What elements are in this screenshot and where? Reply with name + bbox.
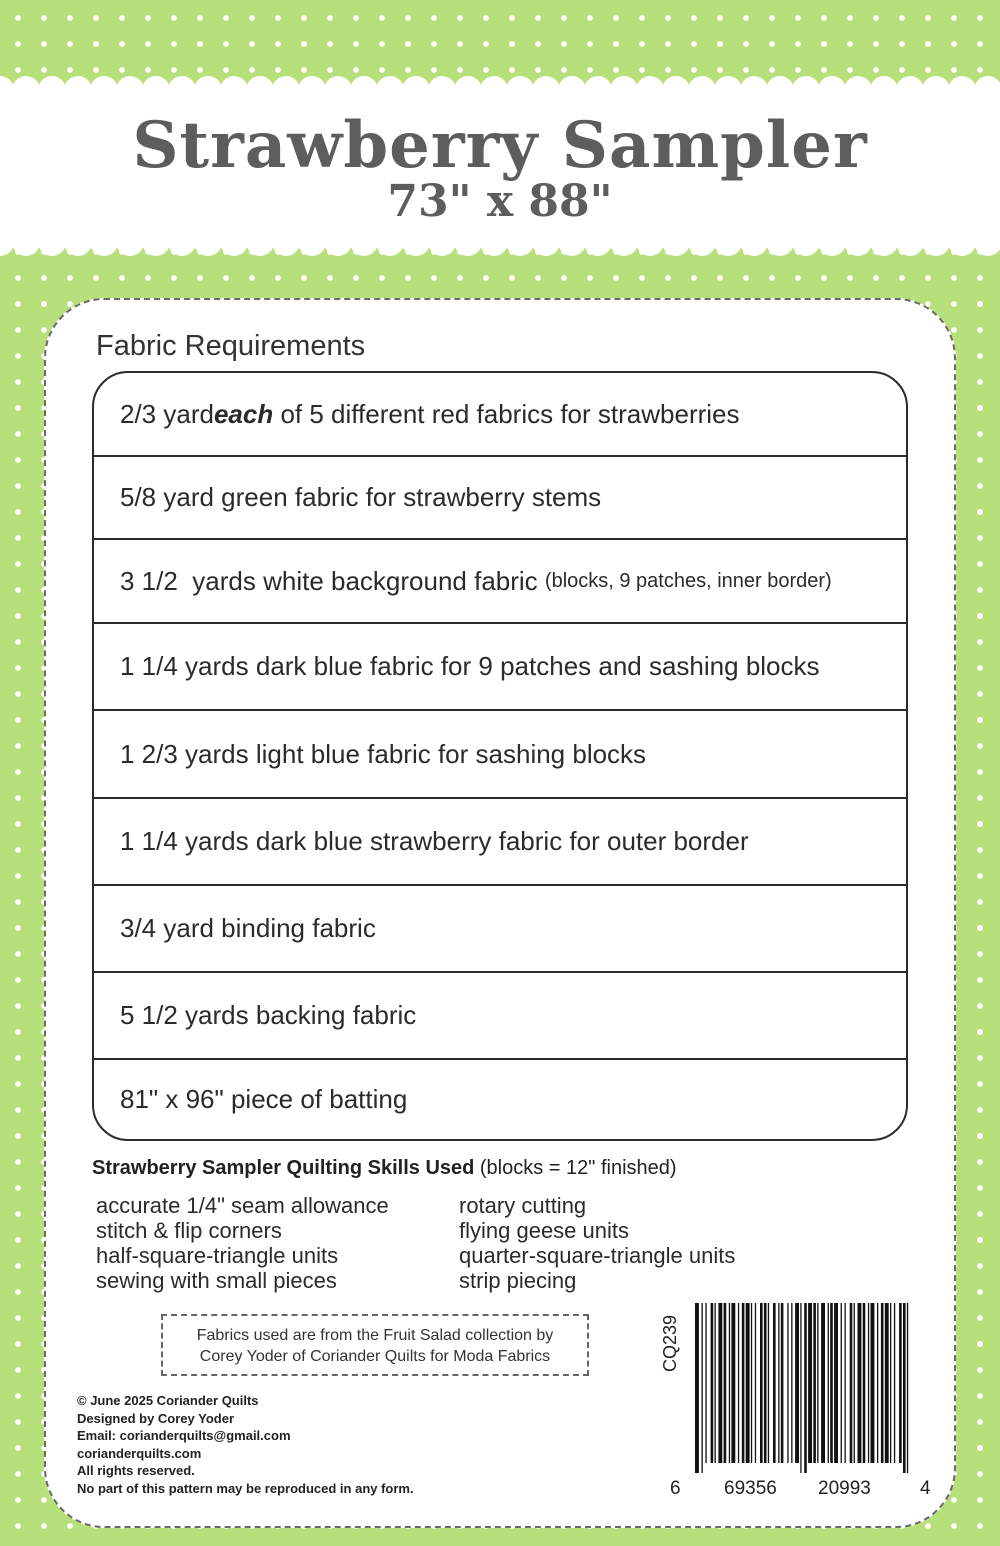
- fabric-row: [94, 886, 906, 973]
- barcode-bar: [760, 1303, 763, 1463]
- fabric-row-text-end: of 5 different red fabrics for strawberries: [273, 398, 740, 429]
- fabric-row-text: 5/8 yard green fabric for strawberry stems: [120, 482, 602, 512]
- barcode-bar: [817, 1303, 818, 1463]
- footer-line: No part of this pattern may be reproduced in any form.: [77, 1480, 414, 1496]
- skill-item: stitch & flip corners: [96, 1218, 282, 1243]
- scallop-edge-bottom: [0, 230, 1000, 270]
- skill-item: sewing with small pieces: [96, 1268, 337, 1293]
- barcode-bar: [778, 1303, 779, 1463]
- barcode-bar: [764, 1303, 767, 1463]
- quilt-size: 73" x 88": [387, 176, 613, 227]
- footer-line: All rights reserved.: [77, 1463, 195, 1478]
- skills-heading-title: Strawberry Sampler Quilting Skills Used: [92, 1157, 475, 1179]
- scallop-edge-top: [0, 62, 1000, 102]
- barcode-bar: [845, 1303, 846, 1463]
- footer-line: Email: corianderquilts@gmail.com: [77, 1428, 291, 1443]
- note-line: Corey Yoder of Coriander Quilts for Moda Fabrics: [199, 1348, 551, 1365]
- barcode-bar: [781, 1303, 784, 1463]
- barcode-bar: [718, 1303, 722, 1463]
- barcode-bar: [834, 1303, 838, 1463]
- footer-line: © June 2025 Coriander Quilts: [77, 1393, 259, 1408]
- fabric-collection-note: [161, 1314, 589, 1376]
- note-line: Fabrics used are from the Fruit Salad collection by: [196, 1327, 554, 1344]
- footer-line: Designed by Corey Yoder: [77, 1410, 235, 1426]
- skill-item: flying geese units: [459, 1218, 629, 1243]
- barcode-bar: [841, 1303, 842, 1463]
- barcode-bar: [885, 1303, 889, 1463]
- barcode-bar: [768, 1303, 769, 1463]
- fabric-row: [94, 799, 906, 886]
- skills-list-right: [459, 1193, 735, 1293]
- fabric-row-text: 3/4 yard binding fabric: [120, 913, 376, 943]
- barcode-bar: [808, 1303, 812, 1463]
- barcode-bar: [742, 1303, 745, 1463]
- product-code: CQ239: [660, 1314, 680, 1372]
- fabric-row: [94, 624, 906, 711]
- barcode-digit: 4: [920, 1478, 931, 1499]
- fabric-row-note: (blocks, 9 patches, inner border): [544, 569, 832, 592]
- barcode-bar: [907, 1303, 908, 1473]
- barcode-bar: [804, 1303, 807, 1473]
- barcode-bar: [877, 1303, 878, 1463]
- barcode-bar: [854, 1303, 855, 1463]
- barcode-bar: [755, 1303, 756, 1463]
- footer-line: corianderquilts.com: [77, 1445, 202, 1461]
- barcode-bar: [773, 1303, 776, 1463]
- barcode-bar: [724, 1303, 727, 1463]
- barcode-bar: [731, 1303, 735, 1463]
- barcode-bar: [850, 1303, 853, 1463]
- copyright-footer: [77, 1392, 414, 1497]
- barcode-bar: [715, 1303, 716, 1463]
- barcode-bar: [800, 1303, 801, 1473]
- barcode-bar: [828, 1303, 829, 1463]
- barcode-bar: [830, 1303, 833, 1463]
- barcode-bar: [858, 1303, 862, 1463]
- barcode: [693, 1303, 913, 1473]
- barcode-bar: [746, 1303, 750, 1463]
- barcode-bar: [871, 1303, 875, 1463]
- fabric-row-text: 1 1/4 yards dark blue fabric for 9 patches and sashing blocks: [120, 651, 820, 681]
- fabric-row: [94, 1060, 906, 1139]
- barcode-bar: [899, 1303, 902, 1463]
- fabric-requirements-heading: Fabric Requirements: [96, 330, 366, 362]
- barcode-bar: [903, 1303, 906, 1473]
- skill-item: accurate 1/4" seam allowance: [96, 1193, 389, 1218]
- barcode-bar: [890, 1303, 891, 1463]
- fabric-row-emphasis: each: [213, 398, 274, 429]
- barcode-bar: [821, 1303, 825, 1463]
- skill-item: quarter-square-triangle units: [459, 1243, 736, 1268]
- barcode-digit: 6: [670, 1478, 681, 1499]
- barcode-bar: [711, 1303, 714, 1463]
- barcode-bar: [705, 1303, 706, 1463]
- fabric-row: [94, 711, 906, 799]
- fabric-row: [94, 973, 906, 1060]
- fabric-row-text: 1 2/3 yards light blue fabric for sashing blocks: [120, 738, 647, 769]
- barcode-bar: [881, 1303, 884, 1463]
- barcode-bar: [863, 1303, 866, 1463]
- barcode-digit: 20993: [818, 1478, 871, 1499]
- barcode-bar: [738, 1303, 739, 1463]
- skills-heading-note: (blocks = 12" finished): [474, 1157, 677, 1179]
- fabric-row-text: 3 1/2 yards white background fabric: [120, 565, 545, 596]
- barcode-bar: [795, 1303, 799, 1463]
- barcode-bar: [695, 1303, 699, 1473]
- skills-list-left: [96, 1193, 389, 1293]
- fabric-row-text: 5 1/2 yards backing fabric: [120, 1000, 417, 1030]
- barcode-bar: [787, 1303, 788, 1463]
- barcode-bar: [868, 1303, 869, 1463]
- barcode-bar: [813, 1303, 816, 1463]
- skills-heading: [92, 1157, 677, 1180]
- fabric-row: [94, 457, 906, 540]
- skill-item: strip piecing: [459, 1268, 577, 1293]
- barcode-bar: [702, 1303, 703, 1473]
- fabric-row: [94, 373, 906, 457]
- barcode-bar: [894, 1303, 895, 1463]
- fabric-requirements-table: [92, 371, 908, 1141]
- barcode-bar: [729, 1303, 730, 1463]
- barcode-bar: [791, 1303, 792, 1463]
- fabric-row-text: 81" x 96" piece of batting: [120, 1084, 408, 1114]
- fabric-row-text: 2/3 yard: [120, 398, 214, 429]
- fabric-row: [94, 540, 906, 624]
- barcode-digit: 69356: [724, 1478, 777, 1499]
- fabric-row-text: 1 1/4 yards dark blue strawberry fabric for outer border: [120, 826, 749, 856]
- barcode-bar: [751, 1303, 752, 1463]
- skill-item: rotary cutting: [459, 1193, 587, 1218]
- pattern-title: Strawberry Sampler: [132, 108, 868, 183]
- skill-item: half-square-triangle units: [96, 1243, 339, 1268]
